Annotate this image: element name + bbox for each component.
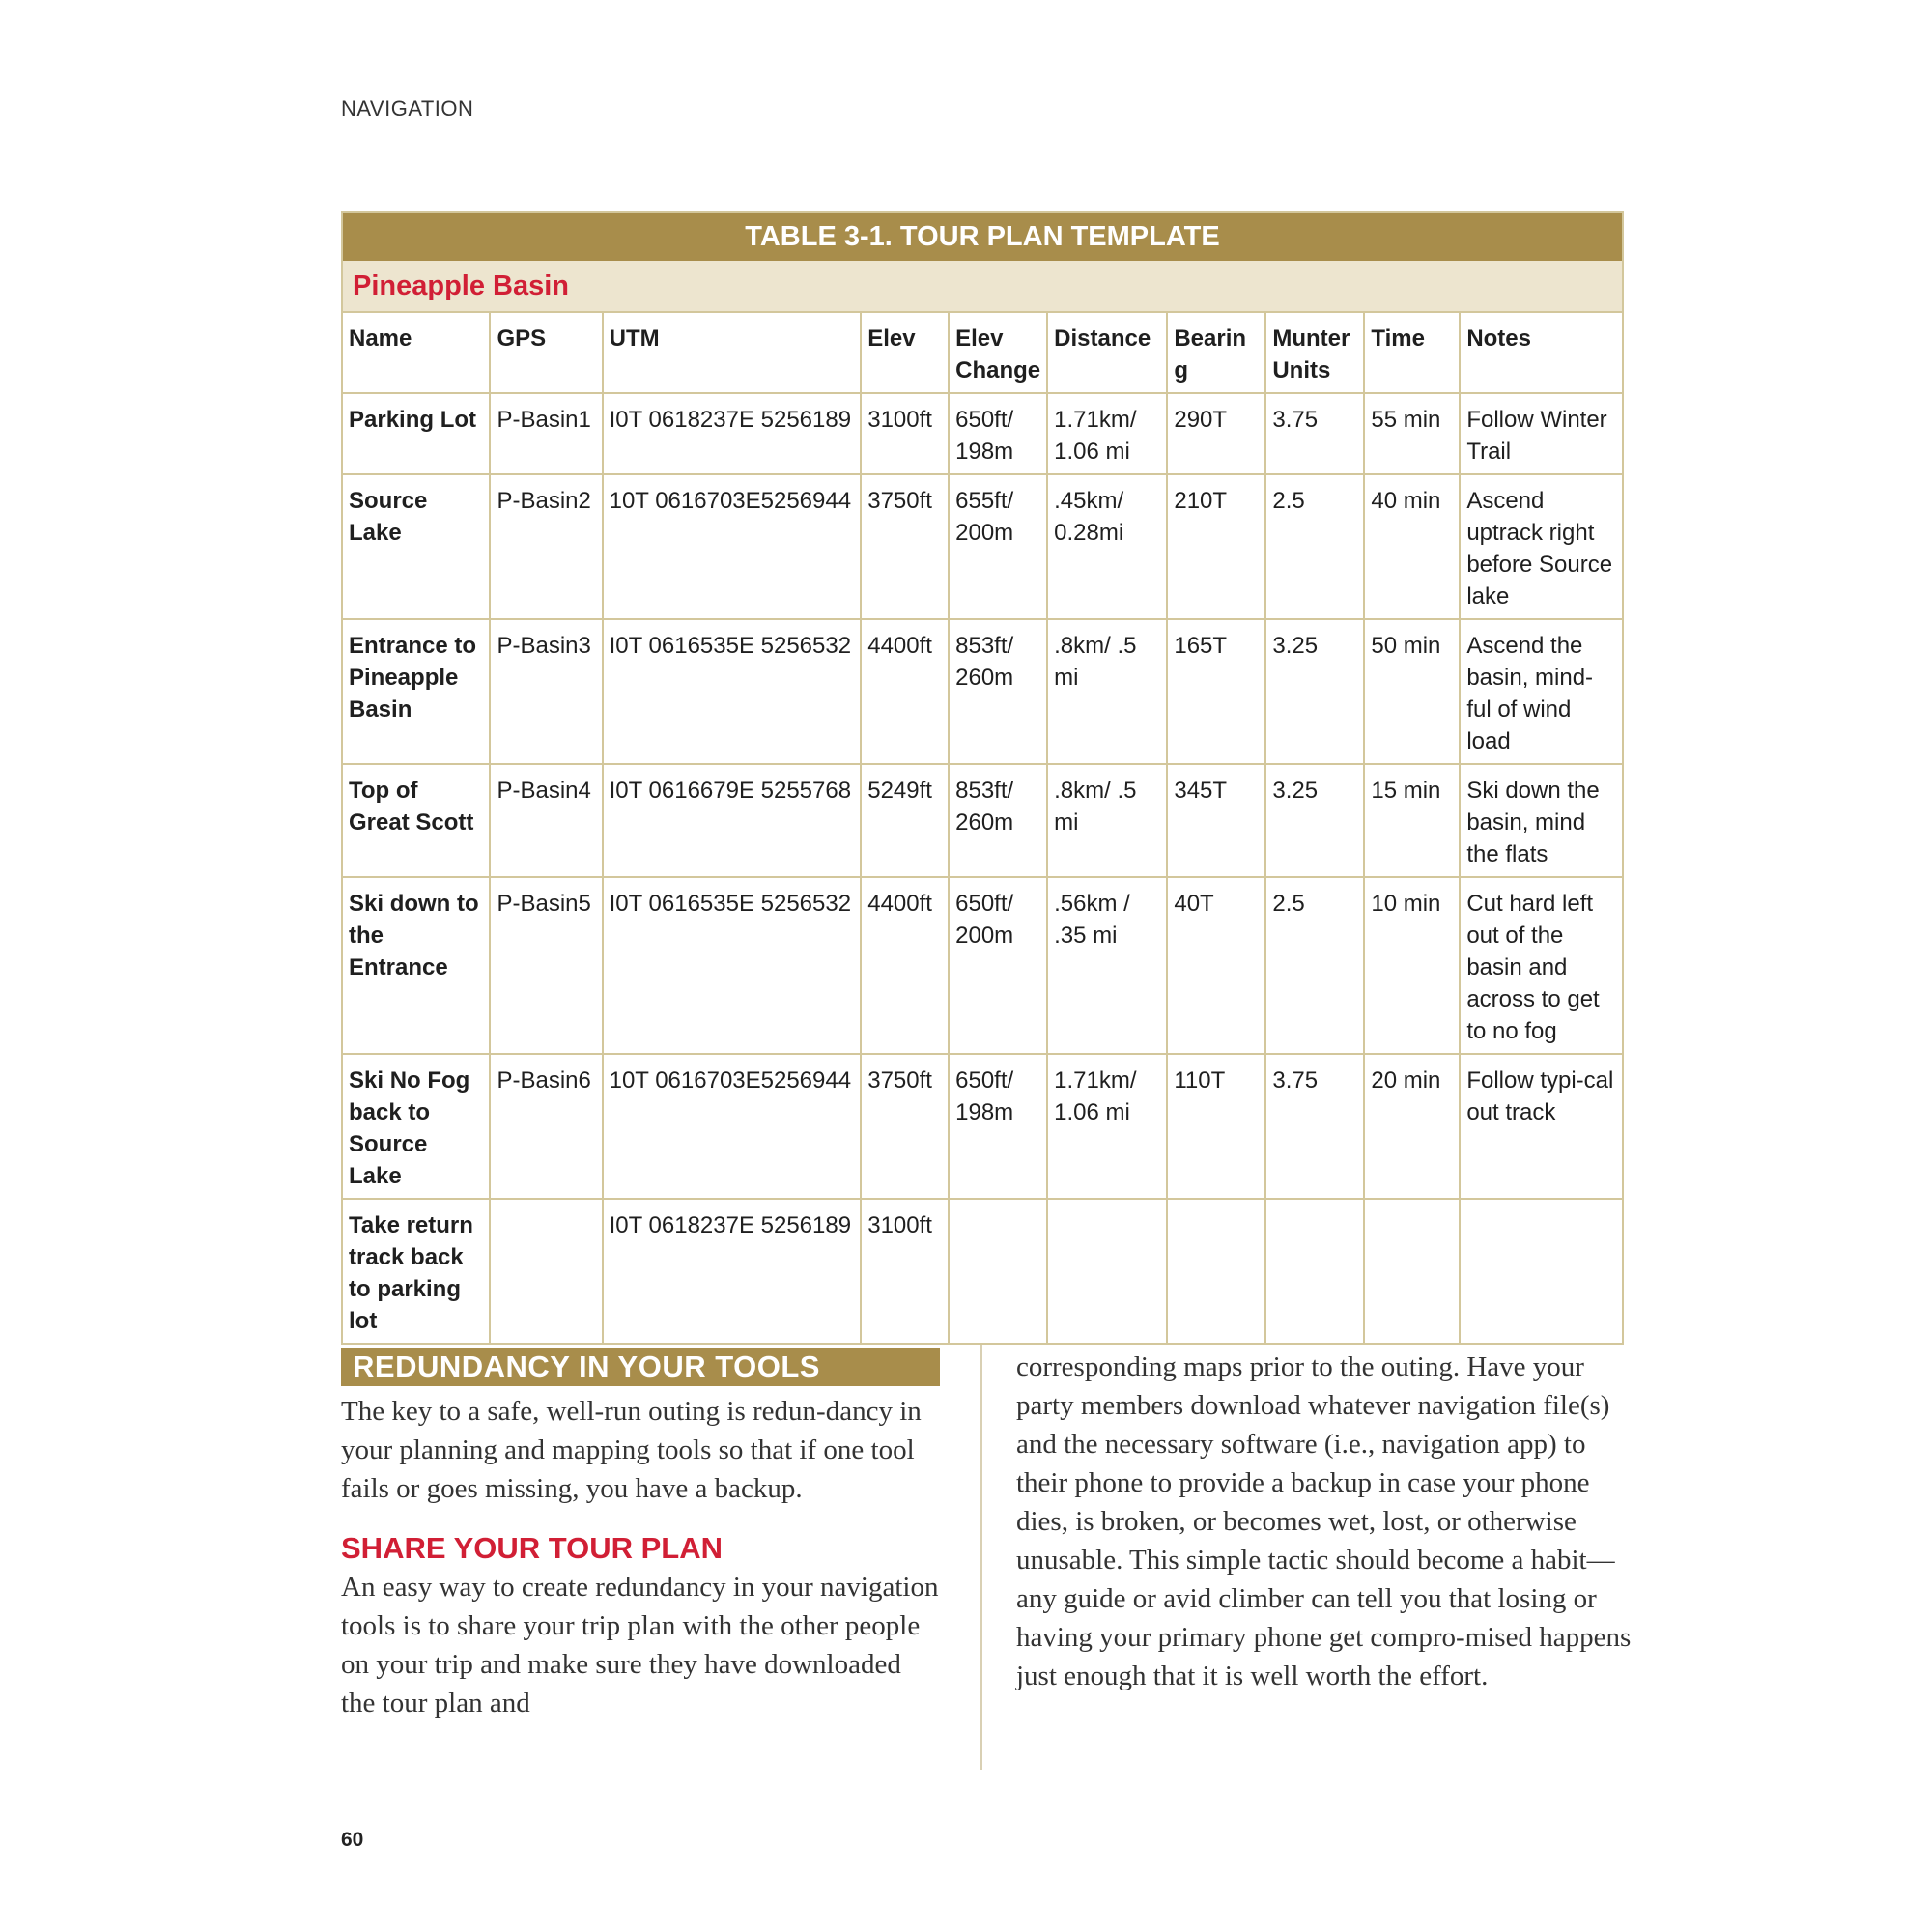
cell-notes: Follow typi-cal out track bbox=[1460, 1054, 1622, 1199]
cell-bearing bbox=[1167, 1199, 1265, 1343]
cell-gps: P-Basin1 bbox=[490, 393, 602, 474]
cell-bearing: 345T bbox=[1167, 764, 1265, 877]
header-elev-change: Elev Change bbox=[949, 313, 1047, 393]
cell-notes: Cut hard left out of the basin and across to get to no fog bbox=[1460, 877, 1622, 1054]
cell-utm: I0T 0616535E 5256532 bbox=[603, 877, 862, 1054]
header-row bbox=[343, 313, 1622, 393]
cell-munter: 2.5 bbox=[1265, 474, 1364, 619]
cell-elev: 3750ft bbox=[861, 474, 949, 619]
table-row bbox=[343, 764, 1622, 877]
cell-gps: P-Basin4 bbox=[490, 764, 602, 877]
cell-elev: 5249ft bbox=[861, 764, 949, 877]
cell-utm: I0T 0616679E 5255768 bbox=[603, 764, 862, 877]
cell-munter: 3.75 bbox=[1265, 393, 1364, 474]
cell-notes: Ski down the basin, mind the flats bbox=[1460, 764, 1622, 877]
header-utm: UTM bbox=[603, 313, 862, 393]
cell-elev: 3100ft bbox=[861, 1199, 949, 1343]
table-row bbox=[343, 877, 1622, 1054]
header-bearing: Bearing bbox=[1167, 313, 1265, 393]
cell-utm: I0T 0616535E 5256532 bbox=[603, 619, 862, 764]
share-heading: SHARE YOUR TOUR PLAN bbox=[341, 1531, 724, 1565]
table-title: TABLE 3-1. TOUR PLAN TEMPLATE bbox=[343, 213, 1622, 261]
cell-utm: I0T 0618237E 5256189 bbox=[603, 393, 862, 474]
left-column bbox=[341, 1348, 940, 1722]
cell-bearing: 110T bbox=[1167, 1054, 1265, 1199]
header-time: Time bbox=[1364, 313, 1460, 393]
header-distance: Distance bbox=[1047, 313, 1167, 393]
share-paragraph: An easy way to create redundancy in your navigation tools is to share your trip plan with the other people on your trip and make sure they have downloaded the tour plan and bbox=[341, 1572, 939, 1719]
cell-name: Source Lake bbox=[343, 474, 490, 619]
running-head: NAVIGATION bbox=[341, 97, 474, 121]
cell-name: Ski down to the Entrance bbox=[343, 877, 490, 1054]
cell-time: 40 min bbox=[1364, 474, 1460, 619]
cell-elev-change: 655ft/ 200m bbox=[949, 474, 1047, 619]
cell-bearing: 165T bbox=[1167, 619, 1265, 764]
table-row bbox=[343, 474, 1622, 619]
cell-gps: P-Basin3 bbox=[490, 619, 602, 764]
cell-utm: 10T 0616703E5256944 bbox=[603, 474, 862, 619]
cell-gps bbox=[490, 1199, 602, 1343]
cell-distance: 1.71km/ 1.06 mi bbox=[1047, 1054, 1167, 1199]
cell-elev: 3100ft bbox=[861, 393, 949, 474]
table-row bbox=[343, 619, 1622, 764]
cell-notes: Follow Winter Trail bbox=[1460, 393, 1622, 474]
cell-name: Take return track back to parking lot bbox=[343, 1199, 490, 1343]
cell-name: Top of Great Scott bbox=[343, 764, 490, 877]
share-continuation: corresponding maps prior to the outing. Have your party members download whatever navigation file(s) and the necessary software (i.e., navigation app) to their phone to provide a backup in case your phone dies, is broken, or becomes wet, lost, or otherwise unusable. This simple tactic should become a habit—any guide or avid climber can tell you that losing or having your primary phone get compro-mised happens just enough that it is well worth the effort. bbox=[1016, 1351, 1632, 1691]
tour-plan-table bbox=[341, 211, 1624, 1345]
table-row bbox=[343, 393, 1622, 474]
cell-notes bbox=[1460, 1199, 1622, 1343]
cell-distance bbox=[1047, 1199, 1167, 1343]
cell-elev-change: 853ft/ 260m bbox=[949, 764, 1047, 877]
table-subtitle: Pineapple Basin bbox=[343, 261, 1622, 313]
cell-gps: P-Basin5 bbox=[490, 877, 602, 1054]
cell-name: Ski No Fog back to Source Lake bbox=[343, 1054, 490, 1199]
right-column bbox=[1016, 1348, 1634, 1695]
cell-distance: .56km / .35 mi bbox=[1047, 877, 1167, 1054]
cell-time: 55 min bbox=[1364, 393, 1460, 474]
cell-distance: .45km/ 0.28mi bbox=[1047, 474, 1167, 619]
cell-elev-change bbox=[949, 1199, 1047, 1343]
header-gps: GPS bbox=[490, 313, 602, 393]
cell-munter: 3.25 bbox=[1265, 619, 1364, 764]
cell-elev-change: 650ft/ 198m bbox=[949, 393, 1047, 474]
cell-gps: P-Basin2 bbox=[490, 474, 602, 619]
redundancy-heading: REDUNDANCY IN YOUR TOOLS bbox=[341, 1348, 940, 1386]
cell-elev: 4400ft bbox=[861, 619, 949, 764]
cell-munter: 2.5 bbox=[1265, 877, 1364, 1054]
table-row bbox=[343, 1054, 1622, 1199]
cell-gps: P-Basin6 bbox=[490, 1054, 602, 1199]
cell-utm: 10T 0616703E5256944 bbox=[603, 1054, 862, 1199]
header-name: Name bbox=[343, 313, 490, 393]
page-number: 60 bbox=[341, 1829, 364, 1851]
header-munter: Munter Units bbox=[1265, 313, 1364, 393]
cell-time: 50 min bbox=[1364, 619, 1460, 764]
cell-bearing: 210T bbox=[1167, 474, 1265, 619]
cell-elev: 4400ft bbox=[861, 877, 949, 1054]
cell-distance: 1.71km/ 1.06 mi bbox=[1047, 393, 1167, 474]
cell-elev-change: 853ft/ 260m bbox=[949, 619, 1047, 764]
cell-time bbox=[1364, 1199, 1460, 1343]
cell-bearing: 40T bbox=[1167, 877, 1265, 1054]
cell-elev-change: 650ft/ 198m bbox=[949, 1054, 1047, 1199]
table-row bbox=[343, 1199, 1622, 1343]
cell-munter bbox=[1265, 1199, 1364, 1343]
cell-notes: Ascend uptrack right before Source lake bbox=[1460, 474, 1622, 619]
header-notes: Notes bbox=[1460, 313, 1622, 393]
cell-elev: 3750ft bbox=[861, 1054, 949, 1199]
cell-munter: 3.75 bbox=[1265, 1054, 1364, 1199]
cell-time: 15 min bbox=[1364, 764, 1460, 877]
cell-time: 10 min bbox=[1364, 877, 1460, 1054]
cell-munter: 3.25 bbox=[1265, 764, 1364, 877]
cell-utm: I0T 0618237E 5256189 bbox=[603, 1199, 862, 1343]
tour-plan-grid bbox=[343, 313, 1622, 1343]
column-divider bbox=[980, 1345, 982, 1770]
redundancy-paragraph: The key to a safe, well-run outing is redun-dancy in your planning and mapping tools so that if one tool fails or goes missing, you have a backup. bbox=[341, 1396, 922, 1504]
cell-distance: .8km/ .5 mi bbox=[1047, 619, 1167, 764]
cell-bearing: 290T bbox=[1167, 393, 1265, 474]
cell-distance: .8km/ .5 mi bbox=[1047, 764, 1167, 877]
cell-name: Entrance to Pineapple Basin bbox=[343, 619, 490, 764]
cell-name: Parking Lot bbox=[343, 393, 490, 474]
cell-elev-change: 650ft/ 200m bbox=[949, 877, 1047, 1054]
header-elev: Elev bbox=[861, 313, 949, 393]
cell-time: 20 min bbox=[1364, 1054, 1460, 1199]
cell-notes: Ascend the basin, mind-ful of wind load bbox=[1460, 619, 1622, 764]
